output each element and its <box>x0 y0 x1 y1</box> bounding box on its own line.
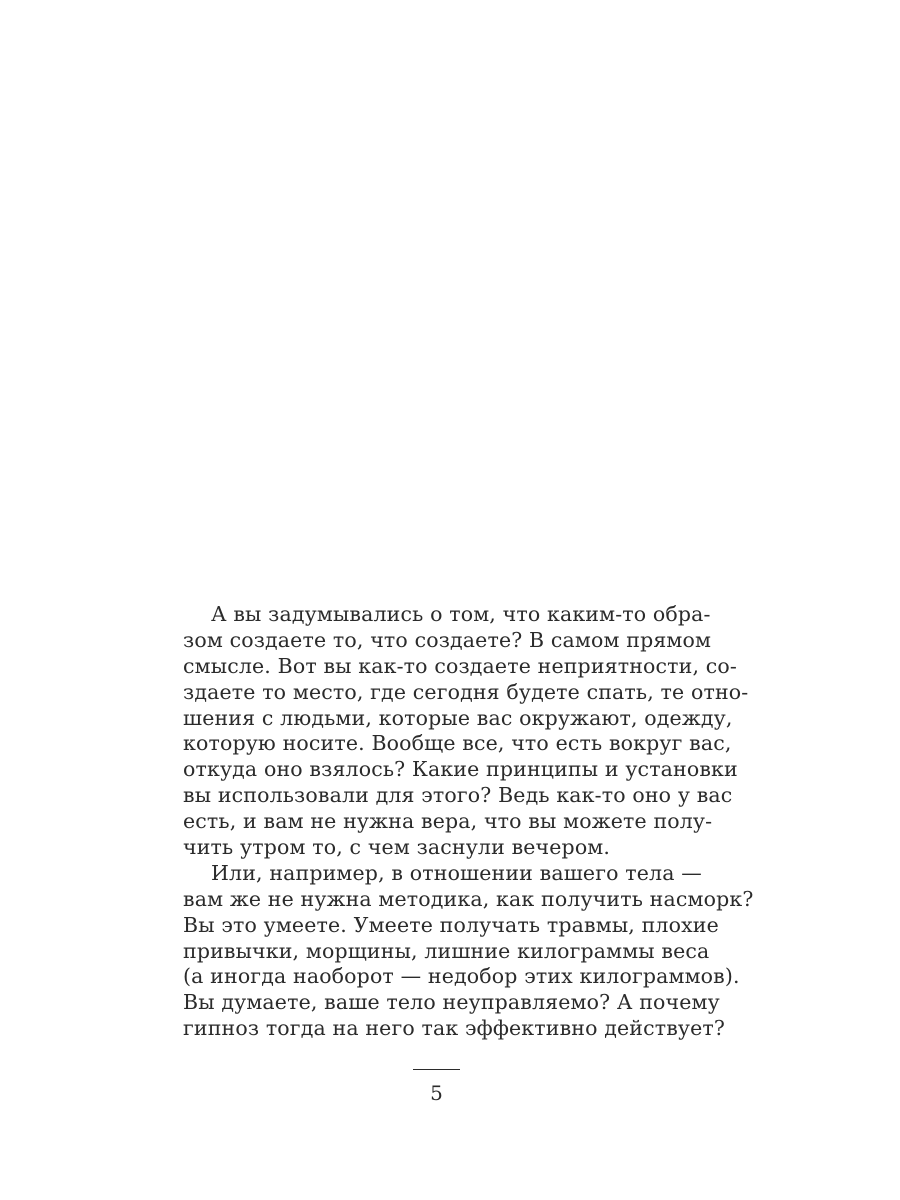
page-number: 5 <box>430 1081 443 1105</box>
text-line: привычки, морщины, лишние килограммы веса <box>183 938 710 963</box>
paragraph-1 <box>183 602 749 861</box>
text-line: шения с людьми, которые вас окружают, одежду, <box>183 705 733 730</box>
text-line: есть, и вам не нужна вера, что вы можете полу- <box>183 809 713 834</box>
text-line: (а иногда наоборот — недобор этих килограммов). <box>183 964 740 989</box>
text-line: Вы это умеете. Умеете получать травмы, плохие <box>183 912 719 937</box>
text-line: смысле. Вот вы как-то создаете неприятности, со- <box>183 653 737 678</box>
text-line: здаете то место, где сегодня будете спать, те отно- <box>183 679 749 704</box>
text-line: вам же не нужна методика, как получить насморк? <box>183 886 754 911</box>
paragraph-2 <box>183 860 754 1042</box>
text-line: Вы думаете, ваше тело неуправляемо? А почему <box>183 990 720 1015</box>
text-line: чить утром то, с чем заснули вечером. <box>183 835 611 860</box>
text-line: гипноз тогда на него так эффективно действует? <box>183 1016 726 1041</box>
text-line: которую носите. Вообще все, что есть вокруг вас, <box>183 731 732 756</box>
text-line: зом создаете то, что создаете? В самом прямом <box>183 627 712 652</box>
folio-rule <box>413 1069 460 1070</box>
text-line: А вы задумывались о том, что каким-то обра- <box>211 602 711 626</box>
text-line: Или, например, в отношении вашего тела — <box>211 860 702 885</box>
text-line: вы использовали для этого? Ведь как-то оно у вас <box>183 783 733 808</box>
text-line: откуда оно взялось? Какие принципы и установки <box>183 757 738 782</box>
body-text <box>183 602 754 1042</box>
